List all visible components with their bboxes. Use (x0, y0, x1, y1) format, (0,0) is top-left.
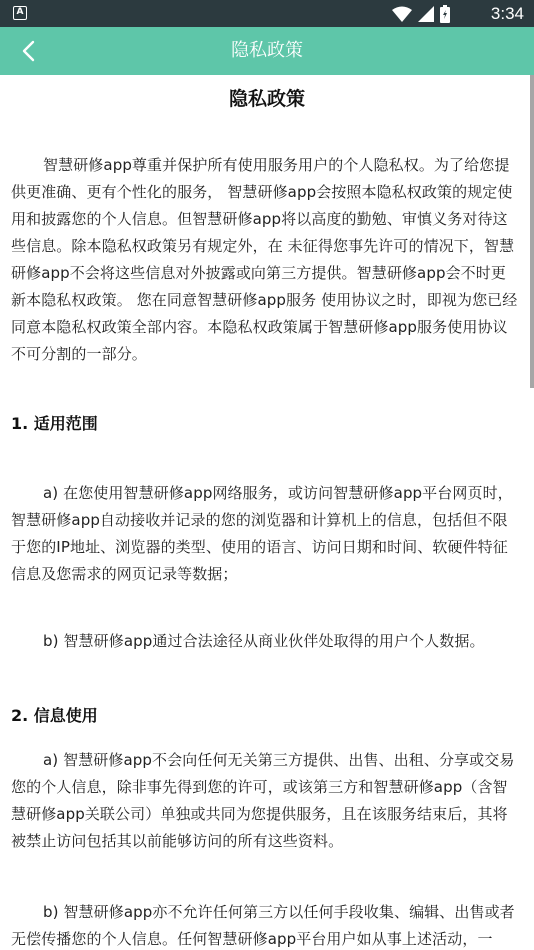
status-time: 3:34 (490, 4, 524, 23)
app-bar (0, 27, 534, 75)
section-1-paragraph-b: b) 智慧研修app通过合法途径从商业伙伴处取得的用户个人数据。 (43, 632, 485, 650)
policy-content[interactable] (0, 75, 528, 950)
cell-signal-icon (418, 6, 434, 22)
section-2-paragraph-b: b) 智慧研修app亦不允许任何第三方以任何手段收集、编辑、出售或者无偿传播您的个人信息。任何智慧研修app平台用户如从事上述活动，一 (11, 903, 515, 948)
battery-icon (440, 5, 450, 23)
scrollbar-thumb[interactable] (530, 75, 534, 388)
section-2-paragraph-a: a) 智慧研修app不会向任何无关第三方提供、出售、出租、分享或交易您的个人信息，除非事先得到您的许可，或该第三方和智慧研修app（含智慧研修app关联公司）单独或共同为您提供服务，且在该服务结束后，其将被禁止访问包括其以前能够访问的所有这些资料。 (11, 751, 515, 850)
status-icons (392, 5, 450, 23)
section-1-paragraph-a: a) 在您使用智慧研修app网络服务，或访问智慧研修app平台网页时，智慧研修app自动接收并记录的您的浏览器和计算机上的信息，包括但不限于您的IP地址、浏览器的类型、使用的语言、访问日期和时间、软硬件特征信息及您需求的网页记录等数据； (11, 484, 513, 583)
status-bar (0, 0, 534, 27)
section-heading-scope: 1. 适用范围 (11, 414, 98, 433)
wifi-icon (392, 6, 412, 22)
app-bar-title: 隐私政策 (231, 40, 303, 61)
intro-paragraph: 智慧研修app尊重并保护所有使用服务用户的个人隐私权。为了给您提供更准确、更有个性化的服务， 智慧研修app会按照本隐私权政策的规定使用和披露您的个人信息。但智慧研修app将以高度的勤勉、审慎义务对待这些信息。除本隐私权政策另有规定外，在 未征得您事先许可的情况下，智慧研修app不会将这些信息对外披露或向第三方提供。智慧研修app会不时更新本隐私权政策。 您在同意智慧研修app服务 使用协议之时，即视为您已经同意本隐私权政策全部内容。本隐私权政策属于智慧研修app服务使用协议不可分割的一部分。 (11, 156, 518, 363)
notification-icon: A (13, 6, 27, 20)
section-heading-usage: 2. 信息使用 (11, 706, 98, 725)
document-title: 隐私政策 (228, 88, 305, 110)
